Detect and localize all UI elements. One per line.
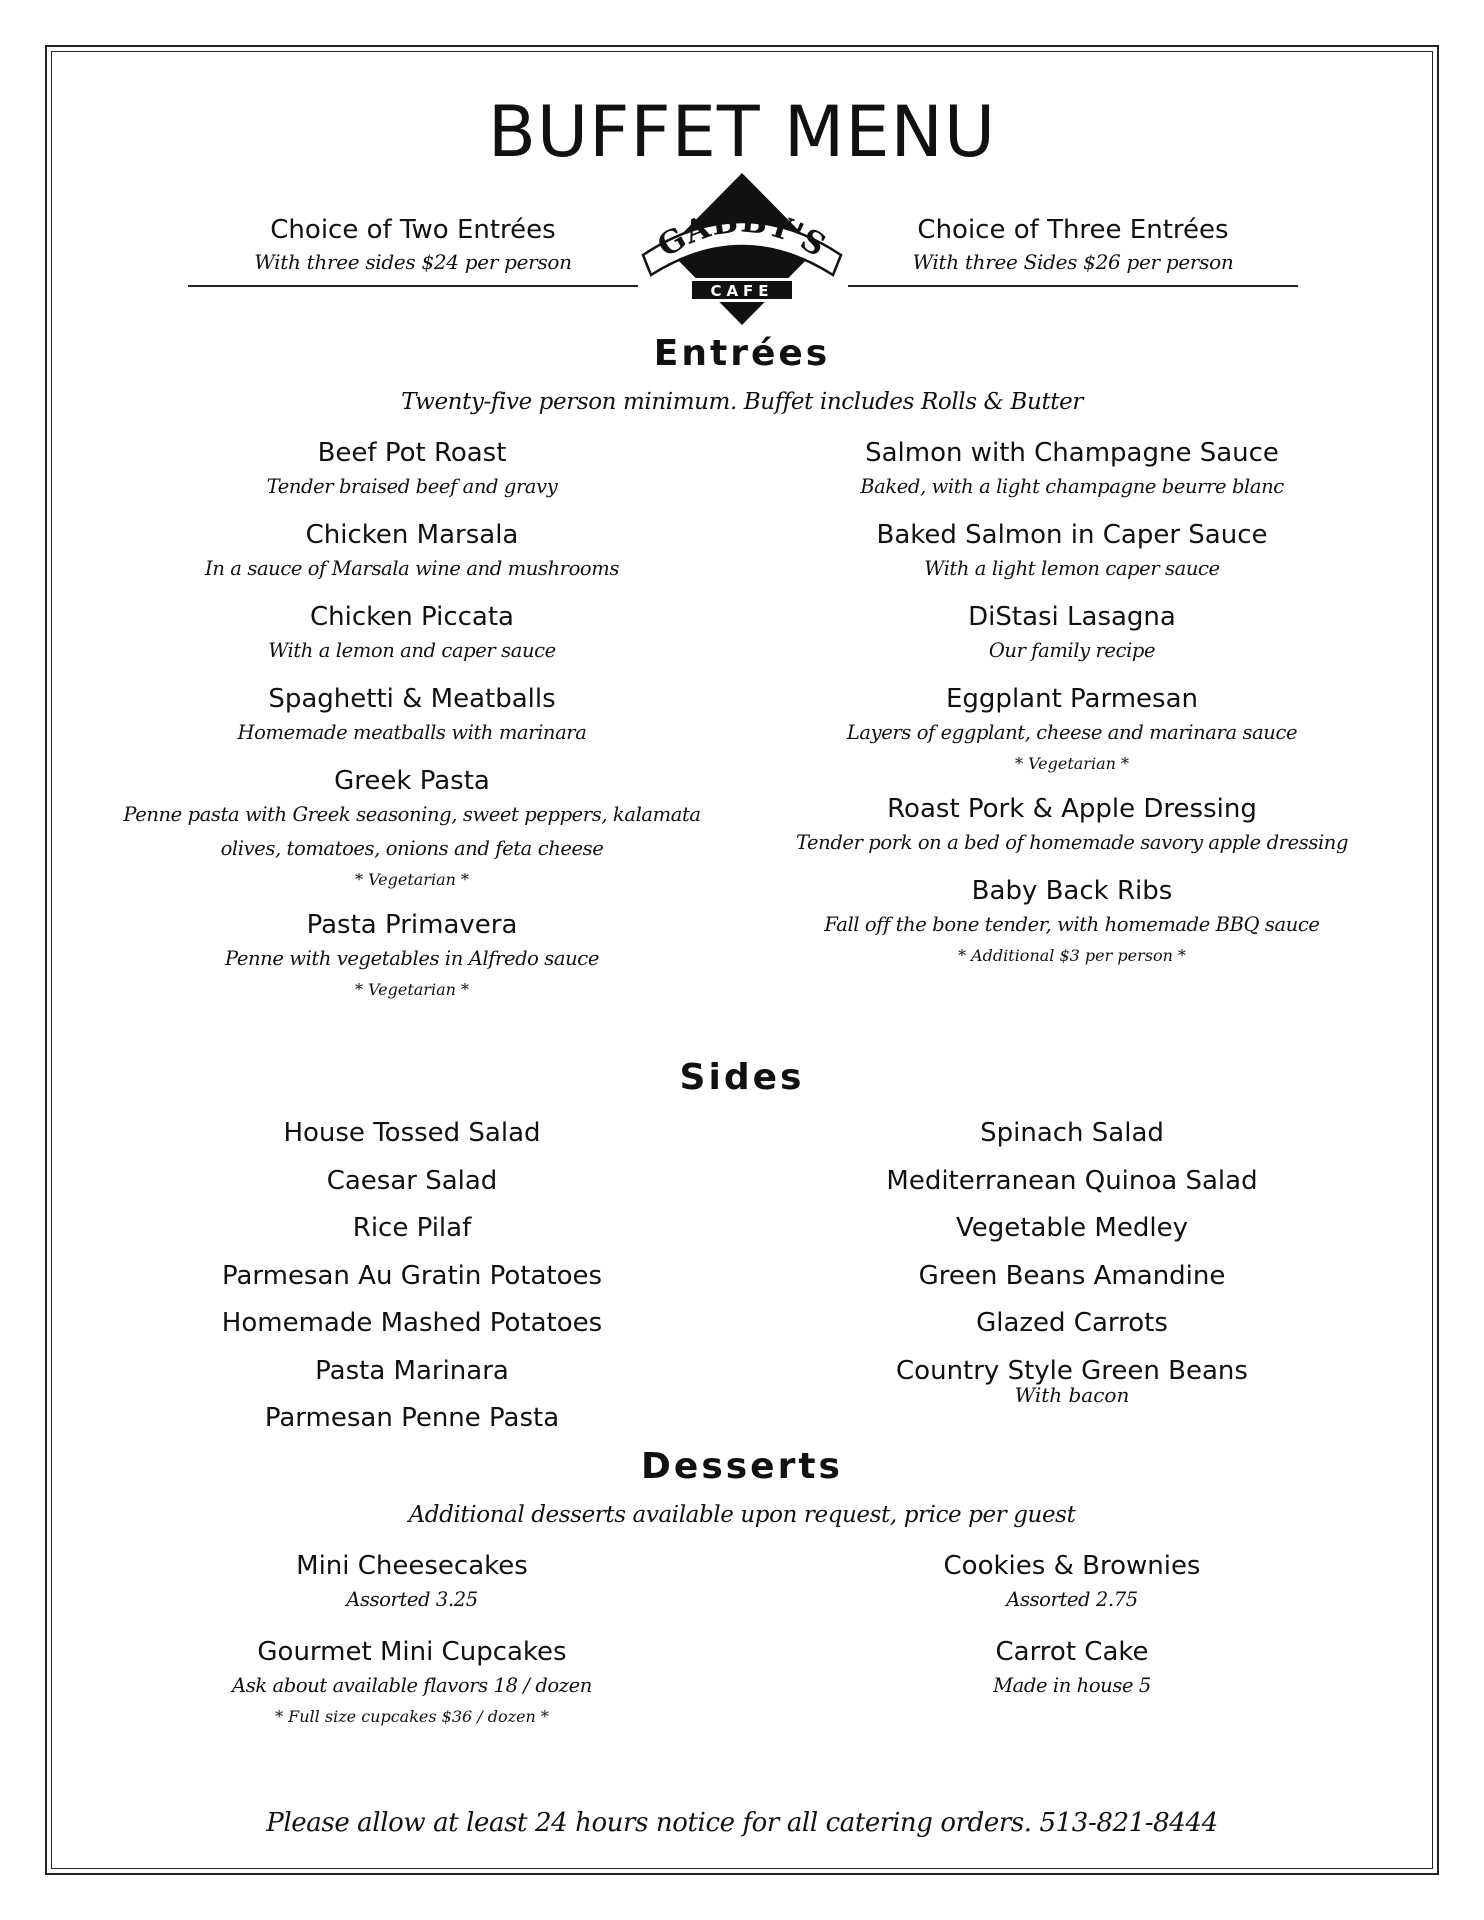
menu-item — [92, 436, 732, 504]
item-name: Mini Cheesecakes — [296, 1551, 528, 1581]
menu-item — [752, 518, 1392, 586]
menu-item — [752, 436, 1392, 504]
logo-sub-text: CAFE — [710, 282, 774, 300]
entrees-heading: Entrées — [653, 333, 831, 374]
pricing-detail: With three Sides $26 per person — [912, 250, 1234, 274]
item-description: Layers of eggplant, cheese and marinara sauce — [846, 721, 1298, 744]
dessert-item — [752, 1635, 1392, 1703]
item-name: Chicken Piccata — [309, 602, 514, 632]
dessert-item — [92, 1549, 732, 1617]
item-description: Our family recipe — [988, 639, 1156, 662]
pricing-detail: With three sides $24 per person — [254, 250, 572, 274]
item-description: In a sauce of Marsala wine and mushrooms — [205, 557, 619, 580]
menu-item — [752, 792, 1392, 860]
item-note: * Additional $3 per person * — [958, 946, 1186, 965]
logo-brand-text: GABBY'S — [651, 203, 833, 265]
side-item: House Tossed Salad — [283, 1118, 541, 1148]
side-item: Glazed Carrots — [976, 1308, 1168, 1338]
side-item: Vegetable Medley — [956, 1213, 1188, 1243]
item-description: Homemade meatballs with marinara — [237, 721, 587, 744]
divider — [848, 285, 1298, 287]
menu-item — [92, 764, 732, 894]
menu-item — [92, 908, 732, 1004]
item-name: Cookies & Brownies — [943, 1551, 1201, 1581]
item-name: Salmon with Champagne Sauce — [865, 438, 1279, 468]
catering-notice-footer: Please allow at least 24 hours notice for all catering orders. 513-821-8444 — [266, 1808, 1218, 1838]
pricing-title: Choice of Three Entrées — [917, 215, 1229, 245]
sides-heading: Sides — [679, 1057, 805, 1098]
item-note: * Vegetarian * — [354, 870, 469, 889]
item-name: Chicken Marsala — [305, 520, 519, 550]
item-description: Penne with vegetables in Alfredo sauce — [225, 947, 599, 970]
side-item: Homemade Mashed Potatoes — [221, 1308, 603, 1338]
item-description: Ask about available flavors 18 / dozen — [232, 1674, 592, 1697]
menu-item — [92, 600, 732, 668]
divider — [188, 285, 638, 287]
side-item: Spinach Salad — [980, 1118, 1164, 1148]
item-description: Baked, with a light champagne beurre blanc — [860, 475, 1284, 498]
item-name: Baked Salmon in Caper Sauce — [876, 520, 1268, 550]
item-name: Greek Pasta — [334, 766, 490, 796]
item-description: Tender pork on a bed of homemade savory apple dressing — [795, 831, 1349, 854]
item-name: Gourmet Mini Cupcakes — [257, 1637, 567, 1667]
side-item: Parmesan Penne Pasta — [264, 1403, 560, 1433]
item-note: * Vegetarian * — [354, 980, 469, 999]
desserts-heading: Desserts — [641, 1446, 843, 1487]
pricing-title: Choice of Two Entrées — [270, 215, 556, 245]
item-name: Baby Back Ribs — [971, 876, 1173, 906]
entrees-right-column — [752, 436, 1392, 984]
menu-item — [752, 682, 1392, 778]
item-name: Pasta Primavera — [306, 910, 518, 940]
item-description: With a lemon and caper sauce — [268, 639, 556, 662]
menu-item — [92, 518, 732, 586]
side-item-note: With bacon — [1014, 1383, 1130, 1407]
sides-left-column — [92, 1110, 732, 1443]
item-description: With a light lemon caper sauce — [924, 557, 1220, 580]
side-item: Rice Pilaf — [352, 1213, 472, 1243]
item-name: Eggplant Parmesan — [946, 684, 1198, 714]
side-item: Mediterranean Quinoa Salad — [886, 1165, 1258, 1196]
side-item: Green Beans Amandine — [918, 1260, 1226, 1291]
desserts-left-column — [92, 1549, 732, 1749]
entrees-left-column — [92, 436, 732, 1018]
gabbys-cafe-logo — [637, 171, 847, 327]
entrees-note: Twenty-five person minimum. Buffet includes Rolls & Butter — [401, 389, 1083, 415]
side-item: Country Style Green Beans — [896, 1355, 1248, 1386]
sides-right-column — [752, 1110, 1392, 1405]
item-description: Assorted 3.25 — [346, 1588, 478, 1611]
item-name: Spaghetti & Meatballs — [268, 684, 556, 714]
item-note: * Vegetarian * — [1014, 754, 1129, 773]
side-item: Parmesan Au Gratin Potatoes — [221, 1260, 603, 1291]
item-description: olives, tomatoes, onions and feta cheese — [220, 837, 604, 860]
item-name: Carrot Cake — [995, 1637, 1149, 1667]
menu-item — [752, 600, 1392, 668]
desserts-note: Additional desserts available upon request, price per guest — [408, 1502, 1076, 1528]
item-note: * Full size cupcakes $36 / dozen * — [275, 1707, 549, 1726]
item-description: Assorted 2.75 — [1006, 1588, 1138, 1611]
pricing-two-entrees — [188, 213, 638, 287]
item-description: Penne pasta with Greek seasoning, sweet peppers, kalamata — [123, 803, 701, 826]
item-name: DiStasi Lasagna — [968, 602, 1176, 632]
dessert-item — [752, 1549, 1392, 1617]
item-description: Fall off the bone tender, with homemade BBQ sauce — [824, 913, 1320, 936]
menu-item — [752, 874, 1392, 970]
item-description: Made in house 5 — [993, 1674, 1151, 1697]
item-name: Beef Pot Roast — [317, 438, 507, 468]
item-name: Roast Pork & Apple Dressing — [887, 794, 1257, 824]
side-item: Pasta Marinara — [315, 1355, 509, 1386]
dessert-item — [92, 1635, 732, 1731]
side-item: Caesar Salad — [326, 1165, 498, 1196]
item-description: Tender braised beef and gravy — [266, 475, 558, 498]
pricing-three-entrees — [848, 213, 1298, 287]
menu-item — [92, 682, 732, 750]
page-title: BUFFET MENU — [487, 91, 997, 173]
desserts-right-column — [752, 1549, 1392, 1721]
